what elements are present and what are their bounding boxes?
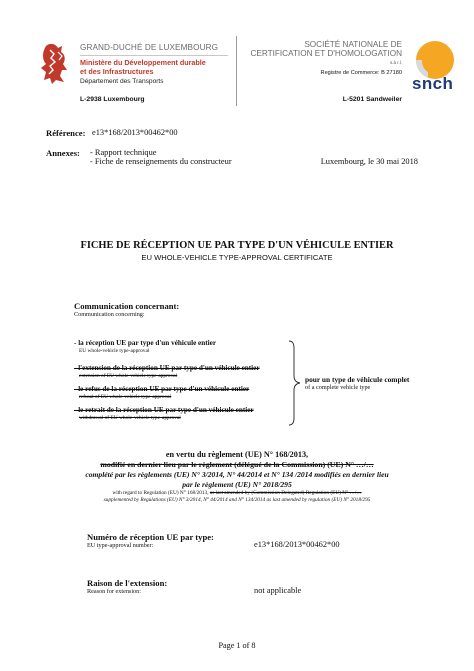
- header-right-title-line2: CERTIFICATION ET D'HOMOLOGATION: [250, 49, 402, 58]
- header-left-address: L-2938 Luxembourg: [80, 96, 145, 103]
- communication-label: Communication concernant:: [74, 301, 180, 311]
- certificate-subtitle: EU WHOLE-VEHICLE TYPE-APPROVAL CERTIFICATE: [141, 253, 333, 262]
- regulation-line1: en vertu du règlement (UE) N° 168/2013,: [165, 450, 309, 459]
- regulation-en-line1-struck: as last amended by (Commission Delegated) Regulation (EU) N° …/…: [209, 490, 362, 496]
- header-department: Département des Transports: [80, 78, 164, 85]
- communication-item-approval-en: EU whole-vehicle type-approval: [79, 348, 150, 354]
- extension-reason-value: not applicable: [254, 586, 302, 595]
- reference-value: e13*168/2013*00462*00: [92, 128, 178, 137]
- header-right-title-line3: s.à r.l.: [389, 60, 402, 65]
- header-left-rule: [80, 55, 228, 56]
- communication-item-refusal: - le refus de la réception UE par type d'un véhicule entier: [74, 385, 250, 393]
- extension-reason-label-en: Reason for extension:: [87, 588, 141, 595]
- communication-item-withdrawal-en: withdrawal of EU whole-vehicle type-approval: [79, 415, 181, 421]
- approval-number-value: e13*168/2013*00462*00: [254, 540, 340, 549]
- certificate-title: FICHE DE RÉCEPTION UE PAR TYPE D'UN VÉHICULE ENTIER: [80, 240, 394, 251]
- header-country-title: GRAND-DUCHÉ DE LUXEMBOURG: [80, 43, 219, 52]
- reference-label: Référence:: [46, 128, 86, 138]
- snch-logo-text: snch: [412, 74, 454, 93]
- annex-item-2: - Fiche de renseignements du constructeur: [90, 157, 232, 166]
- regulation-line3: complété par les règlements (UE) N° 3/2014, N° 44/2014 et N° 134 /2014 modifiés en dernier lieu: [85, 470, 389, 479]
- regulation-en-line1: [0, 490, 474, 496]
- header-register: Registre de Commerce: B 27180: [320, 70, 402, 76]
- regulation-line4: par le règlement (UE) N° 2018/295: [182, 480, 292, 489]
- extension-reason-label: Raison de l'extension:: [87, 578, 168, 588]
- approval-number-label: Numéro de réception UE par type:: [87, 532, 214, 542]
- header-ministry-line1: Ministère du Développement durable: [80, 58, 206, 67]
- annexes-label: Annexes:: [46, 148, 80, 158]
- bracket-text: pour un type de véhicule complet: [305, 375, 410, 384]
- header-ministry-line2: et des Infrastructures: [80, 67, 154, 76]
- communication-label-en: Communication concerning:: [74, 311, 145, 318]
- communication-item-extension: - l'extension de la réception UE par type d'un véhicule entier: [74, 364, 260, 372]
- communication-item-approval: - la réception UE par type d'un véhicule entier: [74, 339, 217, 347]
- communication-bracket: [288, 340, 302, 426]
- communication-item-extension-en: extension of EU whole-vehicle type-approval: [79, 373, 178, 379]
- bracket-text-en: of a complete vehicle type: [305, 384, 371, 391]
- header-right-title-line1: SOCIÉTÉ NATIONALE DE: [304, 40, 402, 49]
- page-number: Page 1 of 8: [218, 641, 256, 650]
- communication-item-withdrawal: - le retrait de la réception UE par type d'un véhicule entier: [74, 406, 254, 414]
- header-divider: [236, 36, 237, 106]
- annex-item-1: - Rapport technique: [90, 148, 157, 157]
- coat-of-arms-lion-icon: [36, 40, 74, 86]
- header-right-address: L-5201 Sandweiler: [342, 96, 402, 103]
- approval-number-label-en: EU type-approval number:: [87, 542, 154, 549]
- communication-item-refusal-en: refusal of EU whole-vehicle type-approval: [79, 394, 172, 400]
- place-date: Luxembourg, le 30 mai 2018: [320, 157, 418, 166]
- regulation-en-line2: supplemented by Regulations (EU) N° 3/2014, N° 44/2014 and N° 134/2014 as last amended by regulation (EU) N° 2018/295: [103, 497, 371, 503]
- regulation-line2: modifié en dernier lieu par le règlement (délégué de la Commission) (UE) N° …/…: [100, 460, 374, 469]
- regulation-en-line1-text: with regard to Regulation (EU) N° 168/2013,: [112, 490, 210, 496]
